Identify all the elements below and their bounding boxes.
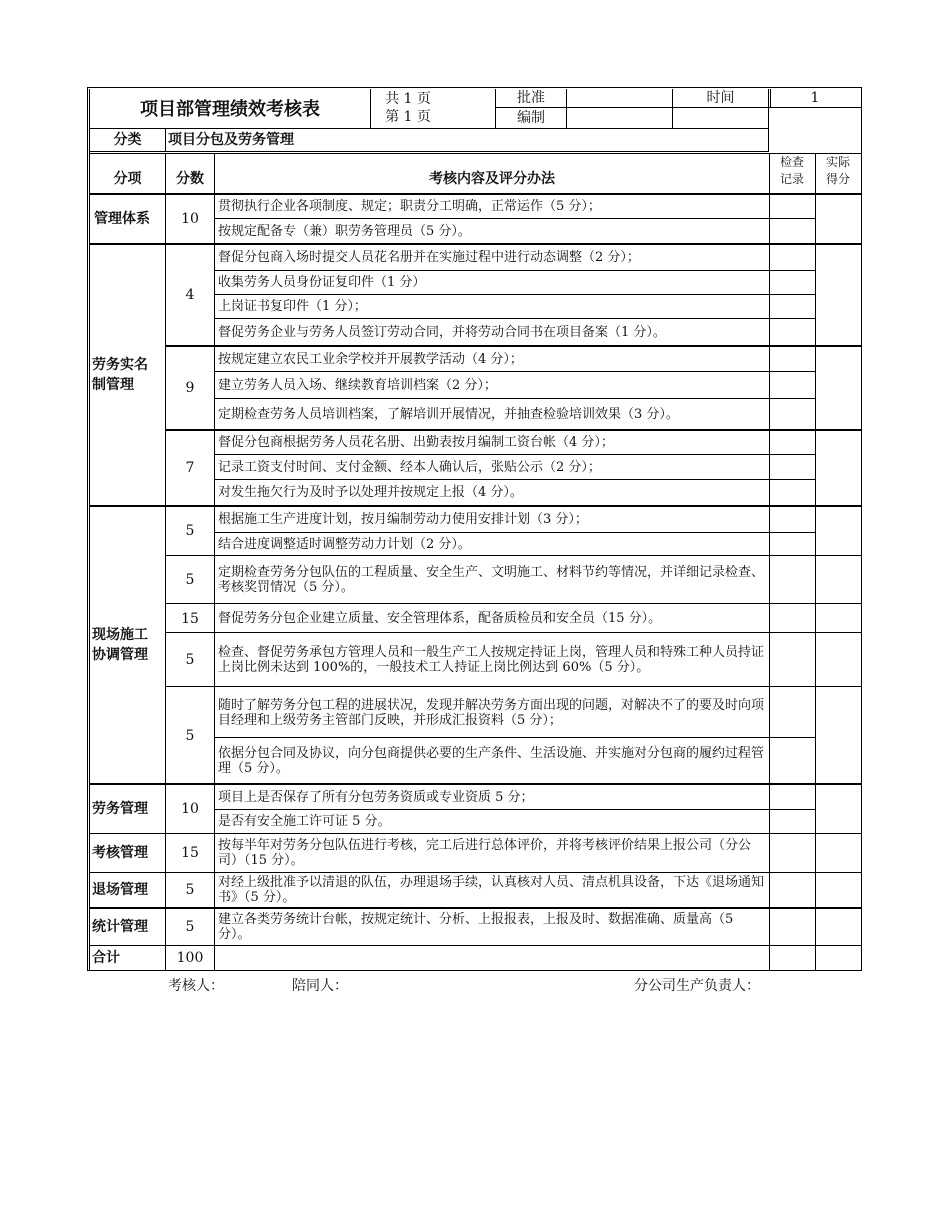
section-site-coordination: 现场施工协调管理 — [92, 627, 148, 663]
col-check-line2: 记录 — [779, 172, 804, 186]
page-current: 第 1 页 — [385, 109, 431, 125]
approve-label: 批准 — [517, 90, 545, 106]
col-actual-header — [816, 154, 860, 193]
score-cell: 10 — [181, 211, 199, 227]
score-cell: 5 — [185, 727, 195, 744]
criteria-text: 对发生拖欠行为及时予以处理并按规定上报（4 分）。 — [218, 485, 523, 500]
category-value: 项目分包及劳务管理 — [168, 132, 294, 148]
criteria-text: 收集劳务人员身份证复印件（1 分） — [218, 275, 426, 290]
score-cell: 15 — [181, 610, 199, 627]
criteria-text: 定期检查劳务人员培训档案，了解培训开展情况，并抽查检验培训效果（3 分）。 — [218, 406, 679, 422]
companion-label: 陪同人： — [292, 978, 348, 994]
score-cell: 15 — [181, 845, 199, 861]
section-assessment-mgmt: 考核管理 — [92, 845, 148, 861]
criteria-text: 督促分包商入场时提交人员花名册并在实施过程中进行动态调整（2 分）； — [218, 249, 640, 265]
assessor-label: 考核人： — [168, 978, 224, 994]
total-label: 合计 — [92, 950, 120, 966]
section-labor-realname: 劳务实名制管理 — [92, 357, 148, 393]
category-label: 分类 — [113, 132, 142, 148]
score-cell: 7 — [185, 460, 195, 476]
criteria-text: 项目上是否保存了所有分包劳务资质或专业资质 5 分； — [218, 789, 534, 805]
score-cell: 10 — [181, 801, 199, 817]
col-content-header: 考核内容及评分办法 — [429, 171, 555, 187]
time-label: 时间 — [706, 90, 735, 106]
compile-field[interactable] — [567, 108, 672, 128]
compile-label: 编制 — [517, 110, 545, 126]
branch-head-label: 分公司生产负责人： — [634, 978, 760, 994]
criteria-text: 按每半年对劳务分包队伍进行考核，完工后进行总体评价，并将考核评价结果上报公司（分公司）（15 分）。 — [218, 838, 752, 868]
criteria-text: 上岗证书复印件（1 分）； — [218, 299, 367, 314]
score-cell: 5 — [185, 882, 195, 898]
pages-total: 共 1 页 — [385, 91, 431, 107]
time-value: 1 — [810, 90, 820, 106]
criteria-text: 贯彻执行企业各项制度、规定；职责分工明确，正常运作（5 分）； — [218, 199, 601, 214]
criteria-text: 建立各类劳务统计台帐，按规定统计、分析、上报报表，上报及时、数据准确、质量高（5 分）。 — [218, 912, 734, 942]
criteria-text: 根据施工生产进度计划，按月编制劳动力使用安排计划（3 分）； — [218, 512, 588, 527]
criteria-text: 建立劳务人员入场、继续教育培训档案（2 分）； — [218, 377, 497, 393]
form-title: 项目部管理绩效考核表 — [140, 99, 320, 120]
criteria-text: 结合进度调整适时调整劳动力计划（2 分）。 — [218, 536, 471, 552]
criteria-text: 督促劳务企业与劳务人员签订劳动合同，并将劳动合同书在项目备案（1 分）。 — [218, 324, 666, 340]
approve-field[interactable] — [567, 89, 672, 107]
col-item-header: 分项 — [113, 171, 142, 187]
score-cell: 5 — [185, 919, 195, 935]
criteria-text: 随时了解劳务分包工程的进展状况，发现并解决劳务方面出现的问题，对解决不了的要及时向项目经理和上级劳务主管部门反映，并形成汇报资料（5 分）； — [218, 697, 765, 728]
score-cell: 5 — [185, 572, 195, 588]
section-labor-mgmt: 劳务管理 — [92, 801, 148, 817]
criteria-text: 督促分包商根据劳务人员花名册、出勤表按月编制工资台帐（4 分）； — [218, 435, 614, 450]
score-cell: 5 — [185, 652, 195, 668]
criteria-text: 对经上级批准予以清退的队伍，办理退场手续，认真核对人员、清点机具设备，下达《退场通知书》（5 分）。 — [218, 875, 765, 905]
section-exit-mgmt: 退场管理 — [92, 882, 148, 898]
total-score: 100 — [176, 950, 204, 966]
col-actual-line1: 实际 — [825, 155, 850, 169]
criteria-text: 按规定配备专（兼）职劳务管理员（5 分）。 — [218, 223, 471, 239]
criteria-text: 定期检查劳务分包队伍的工程质量、安全生产、文明施工、材料节约等情况，并详细记录检查、考核奖罚情况（5 分）。 — [218, 565, 765, 595]
criteria-text: 是否有安全施工许可证 5 分。 — [218, 814, 391, 829]
col-actual-line2: 得分 — [825, 172, 850, 186]
col-check-line1: 检查 — [779, 155, 804, 169]
score-cell: 9 — [185, 380, 195, 396]
criteria-text: 督促劳务分包企业建立质量、安全管理体系，配备质检员和安全员（15 分）。 — [218, 611, 662, 626]
criteria-text: 依据分包合同及协议，向分包商提供必要的生产条件、生活设施、并实施对分包商的履约过程管理（5 分）。 — [218, 746, 765, 776]
criteria-text: 检查、督促劳务承包方管理人员和一般生产工人按规定持证上岗，管理人员和特殊工种人员持证上岗比例未达到 100%的，一般技术工人持证上岗比例达到 60%（5 分）。 — [218, 645, 765, 675]
section-statistics-mgmt: 统计管理 — [92, 919, 148, 935]
score-cell: 4 — [185, 287, 195, 303]
score-cell: 5 — [185, 523, 195, 539]
section-management-system: 管理体系 — [94, 211, 150, 227]
col-check-header — [770, 154, 814, 193]
col-score-header: 分数 — [176, 171, 204, 187]
criteria-text: 按规定建立农民工业余学校并开展教学活动（4 分）； — [218, 351, 523, 367]
criteria-text: 记录工资支付时间、支付金额、经本人确认后，张贴公示（2 分）； — [218, 459, 601, 475]
